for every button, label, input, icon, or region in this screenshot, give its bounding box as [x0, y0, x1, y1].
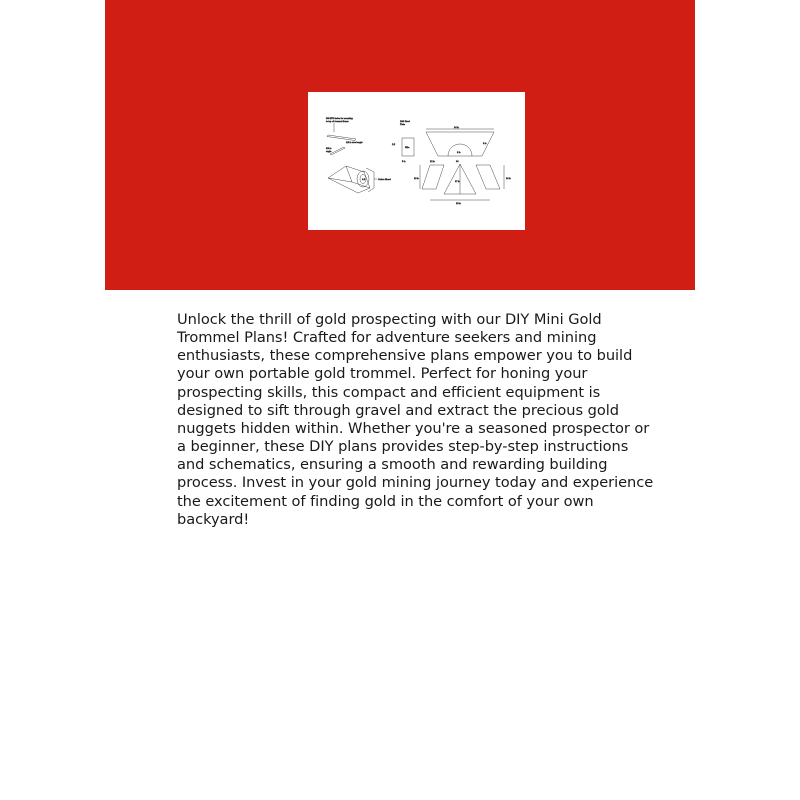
- schematic-label: 17 in: [455, 181, 460, 183]
- schematic-label: 24: [456, 161, 459, 163]
- schematic-label: 4.5: [362, 179, 366, 181]
- schematic-label: Ribs: [405, 147, 410, 149]
- schematic-label: 12 in: [430, 161, 435, 163]
- schematic-label: 18 in: [456, 203, 461, 205]
- trommel-schematic-image: [308, 92, 525, 230]
- trommel-schematic-drawing: [308, 92, 525, 230]
- schematic-label: 5 in: [402, 161, 406, 163]
- schematic-label: Plate: [400, 124, 405, 126]
- schematic-label: 16 in: [506, 178, 511, 180]
- schematic-label: 2.5: [392, 144, 396, 146]
- schematic-label: 18 in: [414, 178, 419, 180]
- schematic-label: angle: [326, 151, 332, 153]
- product-description: Unlock the thrill of gold prospecting with our DIY Mini Gold Trommel Plans! Crafted for adventure seekers and mining enthusiasts, these comprehensive plans empower you to build your own portable gold trommel. Perfect for honing your prospecting skills, this compact and efficient equipment is designed to sift through gravel and extract the precious gold nuggets hidden within. Whether you're a seasoned prospector or a beginner, these DIY plans provides step-by-step instructions and schematics, ensuring a smooth and rewarding building process. Invest in your gold mining journey today and experience the excitement of finding gold in the comfort of your own backyard!: [177, 311, 654, 528]
- schematic-label: to top of trommel frame: [326, 121, 349, 123]
- schematic-label: Cotton Sheet: [378, 179, 391, 181]
- schematic-label: 3/4 EPD holes for mounting: [326, 118, 353, 120]
- schematic-label: 3 in: [483, 143, 487, 145]
- schematic-label: 10G Steel: [400, 121, 410, 123]
- schematic-label: 14 in: [454, 127, 459, 129]
- schematic-label: 8 in: [457, 152, 461, 154]
- schematic-label: 1/2 in steel angle: [346, 142, 363, 144]
- schematic-label: 3/4 in: [326, 148, 332, 150]
